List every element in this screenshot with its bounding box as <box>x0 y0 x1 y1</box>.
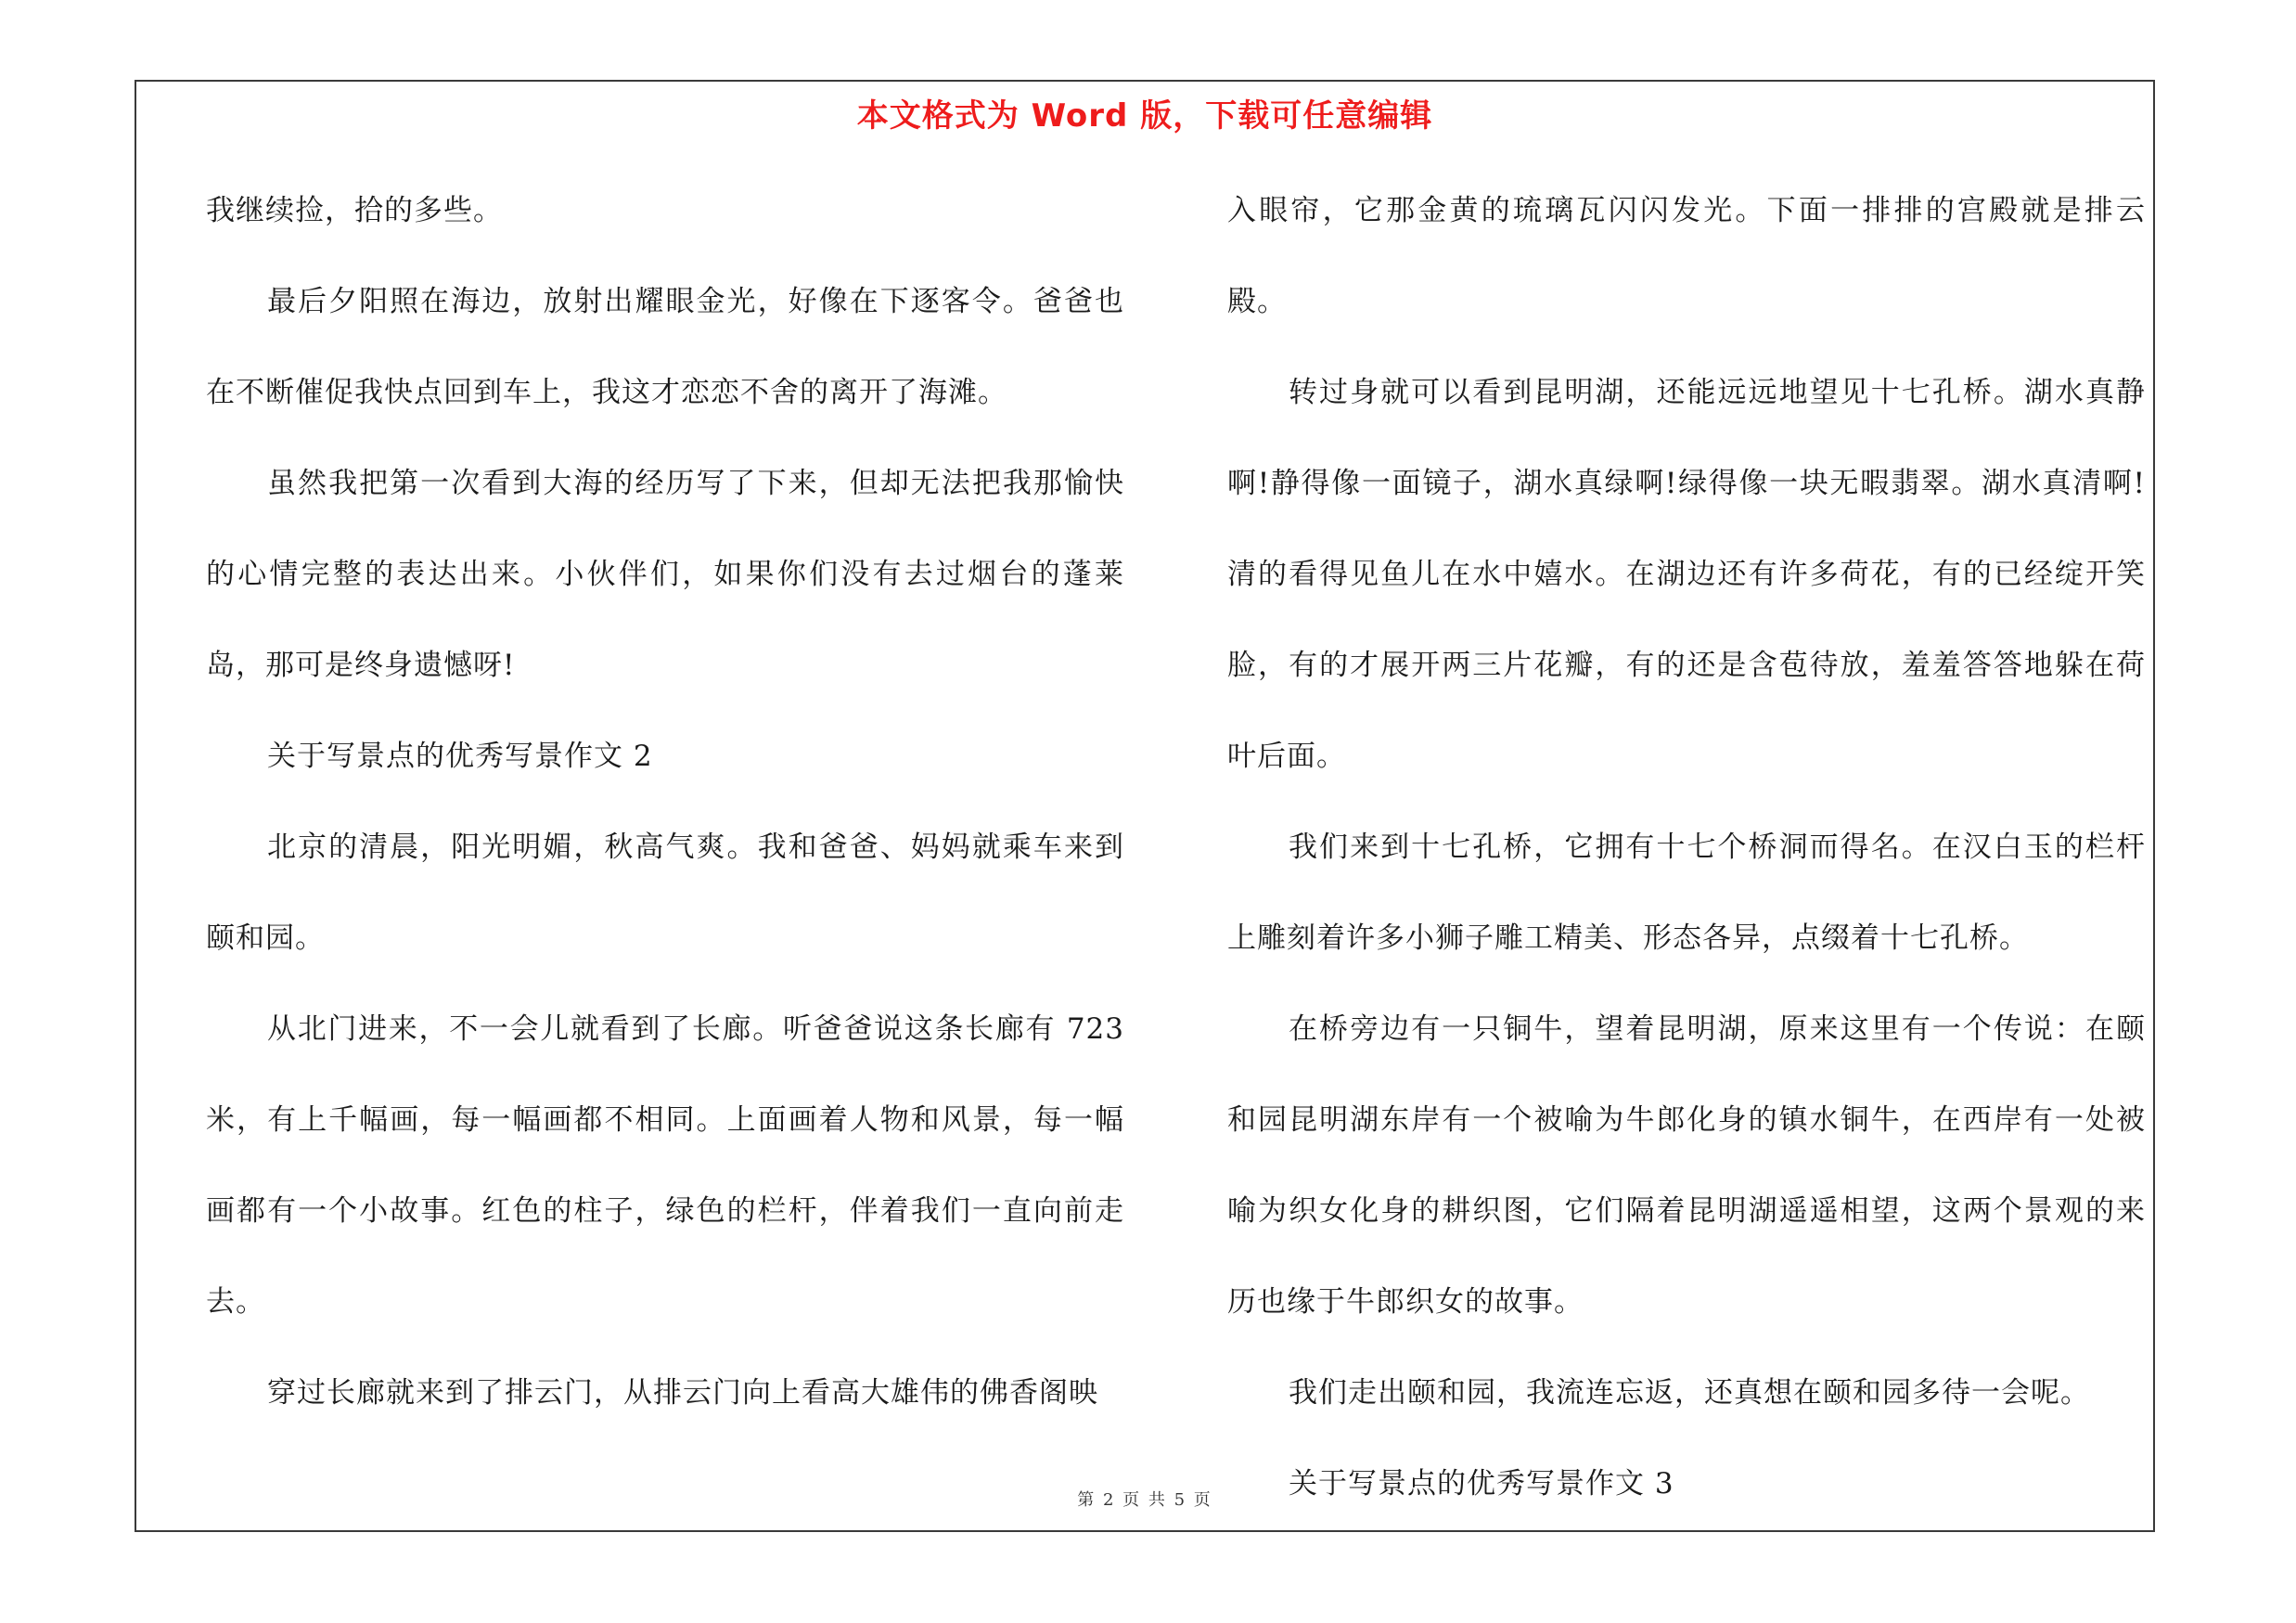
paragraph: 虽然我把第一次看到大海的经历写了下来，但却无法把我那愉快的心情完整的表达出来。小伙伴们，如果你们没有去过烟台的蓬莱岛，那可是终身遗憾呀! <box>206 467 1124 682</box>
section-heading: 关于写景点的优秀写景作文 2 <box>267 740 653 773</box>
paragraph: 我们来到十七孔桥，它拥有十七个桥洞而得名。在汉白玉的栏杆上雕刻着许多小狮子雕工精美、形态各异，点缀着十七孔桥。 <box>1227 831 2146 955</box>
page-number-footer: 第 2 页 共 5 页 <box>1077 1490 1212 1510</box>
word-format-banner: 本文格式为 Word 版，下载可任意编辑 <box>856 97 1433 135</box>
right-column <box>1227 165 2146 1529</box>
page-frame <box>135 80 2155 1532</box>
paragraph: 穿过长廊就来到了排云门，从排云门向上看高大雄伟的佛香阁映 <box>267 1376 1098 1410</box>
paragraph: 北京的清晨，阳光明媚，秋高气爽。我和爸爸、妈妈就乘车来到颐和园。 <box>206 831 1124 955</box>
paragraph: 在桥旁边有一只铜牛，望着昆明湖，原来这里有一个传说：在颐和园昆明湖东岸有一个被喻为牛郎化身的镇水铜牛，在西岸有一处被喻为织女化身的耕织图，它们隔着昆明湖遥遥相望，这两个景观的来历也缘于牛郎织女的故事。 <box>1227 1012 2146 1319</box>
section-heading: 关于写景点的优秀写景作文 3 <box>1289 1467 1674 1501</box>
paragraph: 最后夕阳照在海边，放射出耀眼金光，好像在下逐客令。爸爸也在不断催促我快点回到车上，我这才恋恋不舍的离开了海滩。 <box>206 285 1124 409</box>
paragraph: 我继续捡，拾的多些。 <box>206 194 503 227</box>
paragraph: 从北门进来，不一会儿就看到了长廊。听爸爸说这条长廊有 723 米，有上千幅画，每一幅画都不相同。上面画着人物和风景，每一幅画都有一个小故事。红色的柱子，绿色的栏杆，伴着我们一直向前走去。 <box>206 1012 1124 1319</box>
paragraph: 转过身就可以看到昆明湖，还能远远地望见十七孔桥。湖水真静啊!静得像一面镜子，湖水真绿啊!绿得像一块无暇翡翠。湖水真清啊!清的看得见鱼儿在水中嬉水。在湖边还有许多荷花，有的已经绽开笑脸，有的才展开两三片花瓣，有的还是含苞待放，羞羞答答地躲在荷叶后面。 <box>1227 376 2146 773</box>
left-column <box>206 165 1124 1438</box>
paragraph: 我们走出颐和园，我流连忘返，还真想在颐和园多待一会呢。 <box>1289 1376 2090 1410</box>
paragraph: 入眼帘，它那金黄的琉璃瓦闪闪发光。下面一排排的宫殿就是排云殿。 <box>1227 194 2146 318</box>
